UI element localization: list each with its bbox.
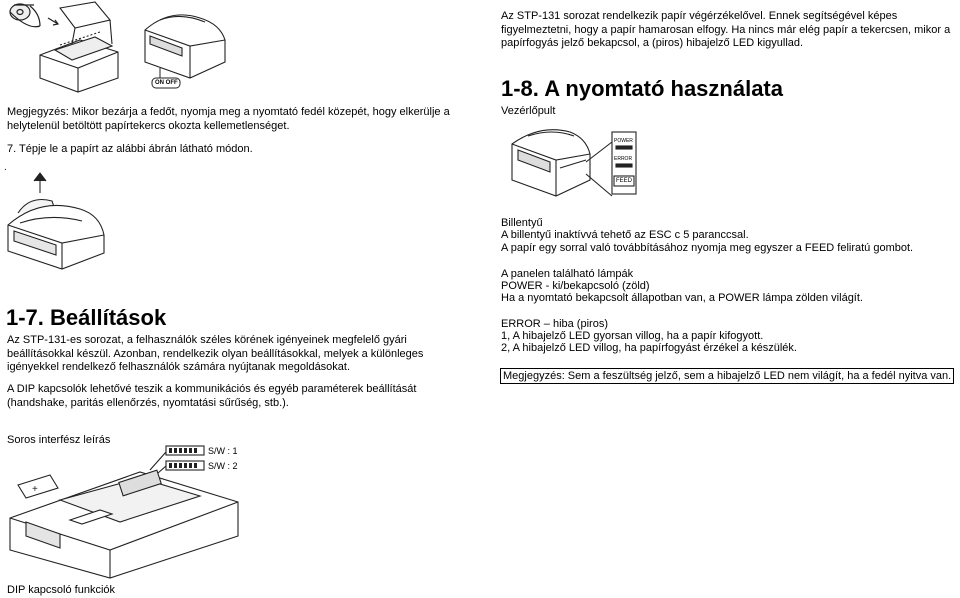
section-1-7-paragraph-2: A DIP kapcsolók lehetővé teszik a kommunikációs és egyéb paraméterek beállítását (handshake, paritás ellenőrzés, nyomtatási sűrűség, stb.). bbox=[7, 383, 417, 409]
error-line-2: 2, A hibajelző LED villog, ha papírfogyást érzékel a készülék. bbox=[501, 342, 797, 354]
dip-switch-functions-label: DIP kapcsoló funkciók bbox=[7, 584, 116, 596]
svg-text:+: + bbox=[32, 484, 38, 495]
key-line-2: A papír egy sorral való továbbításához nyomja meg egyszer a FEED feliratú gombot. bbox=[501, 242, 914, 254]
dip-switch-illustration bbox=[0, 440, 245, 580]
printer-loading-illustration bbox=[0, 0, 300, 100]
key-title: Billentyű bbox=[501, 217, 543, 229]
lamps-title: A panelen található lámpák bbox=[501, 268, 634, 280]
lamps-line-1: POWER - ki/bekapcsoló (zöld) bbox=[501, 280, 650, 292]
on-off-tag: ON OFF bbox=[155, 80, 178, 86]
note-close-lid: Megjegyzés: Mikor bezárja a fedőt, nyomja meg a nyomtató fedél közepét, hogy elkerülje a helytelenül betöltött papírtekercs okozta kellemetlenséget. bbox=[7, 106, 450, 132]
tear-paper-illustration bbox=[0, 165, 120, 275]
section-1-7-paragraph-1: Az STP-131-es sorozat, a felhasználók széles körének igényeinek megfelelő gyári beállításokkal készül. Azonban, rendelkezik olyan beállításokkal, melyek a különleges igényekkel rendelkező felhasználók számára nyújtanak megoldásokat. bbox=[7, 334, 424, 373]
sw-1-label: S/W : 1 bbox=[208, 446, 238, 456]
panel-feed-label: FEED bbox=[616, 178, 633, 184]
voltage-note-box: Megjegyzés: Sem a feszültség jelző, sem a hibajelző LED nem világít, ha a fedél nyitva van. bbox=[500, 368, 954, 384]
section-1-8-title: 1-8. A nyomtató használata bbox=[501, 76, 783, 101]
stray-dot: . bbox=[4, 162, 7, 173]
lamps-line-2: Ha a nyomtató bekapcsolt állapotban van, a POWER lámpa zölden világít. bbox=[501, 292, 863, 304]
serial-interface-label: Soros interfész leírás bbox=[7, 434, 111, 446]
control-panel-illustration bbox=[500, 118, 660, 200]
panel-power-label: POWER bbox=[614, 138, 633, 144]
section-1-7-title: 1-7. Beállítások bbox=[6, 305, 167, 330]
paper-end-sensor-intro: Az STP-131 sorozat rendelkezik papír végérzékelővel. Ennek segítségével képes figyelmeztetni, hogy a papír hamarosan elfogy. Ha nincs már elég papír a tekercsen, mikor a papírfogyás jelző bekapcsol, a (piros) hibajelző LED kigyullad. bbox=[501, 10, 951, 49]
step-7-text: 7. Tépje le a papírt az alábbi ábrán látható módon. bbox=[7, 143, 253, 155]
sw-2-label: S/W : 2 bbox=[208, 461, 238, 471]
key-line-1: A billentyű inaktívvá tehető az ESC c 5 paranccsal. bbox=[501, 229, 749, 241]
panel-error-label: ERROR bbox=[614, 156, 633, 162]
error-line-1: 1, A hibajelző LED gyorsan villog, ha a papír kifogyott. bbox=[501, 330, 764, 342]
error-title: ERROR – hiba (piros) bbox=[501, 318, 608, 330]
control-panel-label: Vezérlőpult bbox=[501, 105, 556, 117]
